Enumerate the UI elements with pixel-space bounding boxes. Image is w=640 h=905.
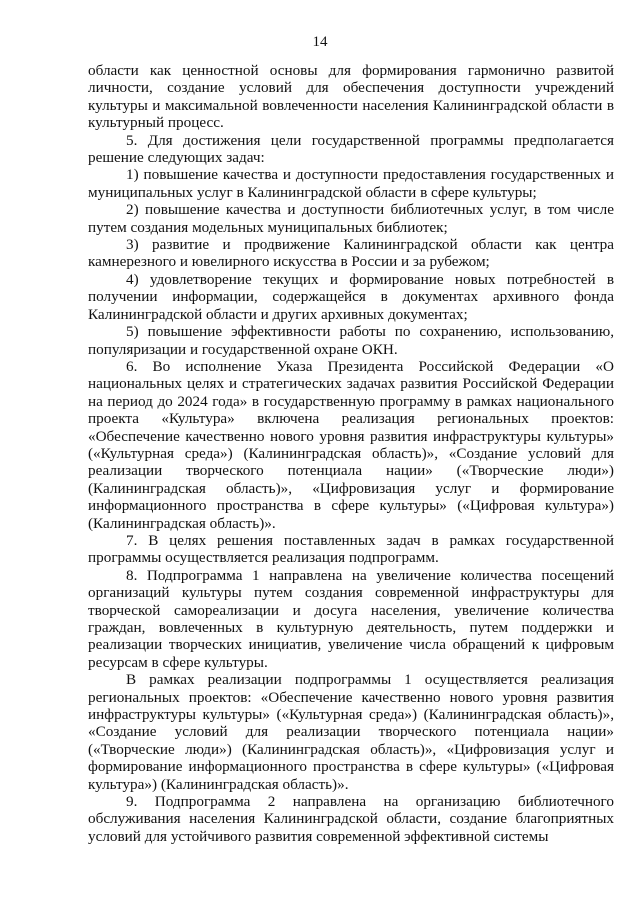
paragraph-5: 5. Для достижения цели государственной программы предполагается решение следующих задач: — [88, 131, 614, 167]
task-item-2: 2) повышение качества и доступности библиотечных услуг, в том числе путем создания модельных муниципальных библиотек; — [88, 201, 614, 236]
task-item-4: 4) удовлетворение текущих и формирование новых потребностей в получении информации, содержащейся в документах архивного фонда Калининградской области и других архивных документах; — [88, 270, 614, 323]
task-item-3: 3) развитие и продвижение Калининградской области как центра камнерезного и ювелирного искусства в России и за рубежом; — [88, 236, 614, 271]
paragraph-6: 6. Во исполнение Указа Президента Российской Федерации «О национальных целях и стратегических задачах развития Российской Федерации на период до 2024 года» в государственную программу в рамках национального проекта «Культура» включена реализация региональных проектов: «Обеспечение качественно нового уровня развития инфраструктуры культуры» («Культурная среда») (Калининградская область)», «Создание условий для реализации творческого потенциала нации» («Творческие люди») (Калининградская область)», «Цифровизация услуг и формирование информационного пространства в сфере культуры» («Цифровая культура») (Калининградская область)». — [88, 357, 614, 532]
task-item-1: 1) повышение качества и доступности предоставления государственных и муниципальных услуг в Калининградской области в сфере культуры; — [88, 166, 614, 201]
paragraph-9: 9. Подпрограмма 2 направлена на организацию библиотечного обслуживания населения Калининградской области, создание благоприятных условий для устойчивого развития современной эффективной системы — [88, 793, 614, 845]
paragraph-7: 7. В целях решения поставленных задач в рамках государственной программы осуществляется реализация подпрограмм. — [88, 531, 614, 567]
paragraph-continuation: области как ценностной основы для формирования гармонично развитой личности, создание условий для обеспечения доступности учреждений культуры и максимальной вовлеченности населения Калининградской области в культурный процесс. — [88, 62, 614, 132]
paragraph-8-projects: В рамках реализации подпрограммы 1 осуществляется реализация региональных проектов: «Обеспечение качественно нового уровня развития инфраструктуры культуры» («Культурная среда») (Калининградская область)», «Создание условий для реализации творческого потенциала нации» («Творческие люди») (Калининградская область)», «Цифровизация услуг и формирование информационного пространства в сфере культуры» («Цифровая культура») (Калининградская область)». — [88, 671, 614, 793]
page-number: 14 — [312, 34, 328, 50]
paragraph-8: 8. Подпрограмма 1 направлена на увеличение количества посещений организаций культуры путем создания современной инфраструктуры для творческой самореализации и досуга населения, увеличение количества граждан, вовлеченных в культурную деятельность, путем поддержки и реализации творческих инициатив, увеличение числа обращений к цифровым ресурсам в сфере культуры. — [88, 566, 614, 671]
task-item-5: 5) повышение эффективности работы по сохранению, использованию, популяризации и государственной охране ОКН. — [88, 323, 614, 358]
document-body — [88, 62, 614, 845]
